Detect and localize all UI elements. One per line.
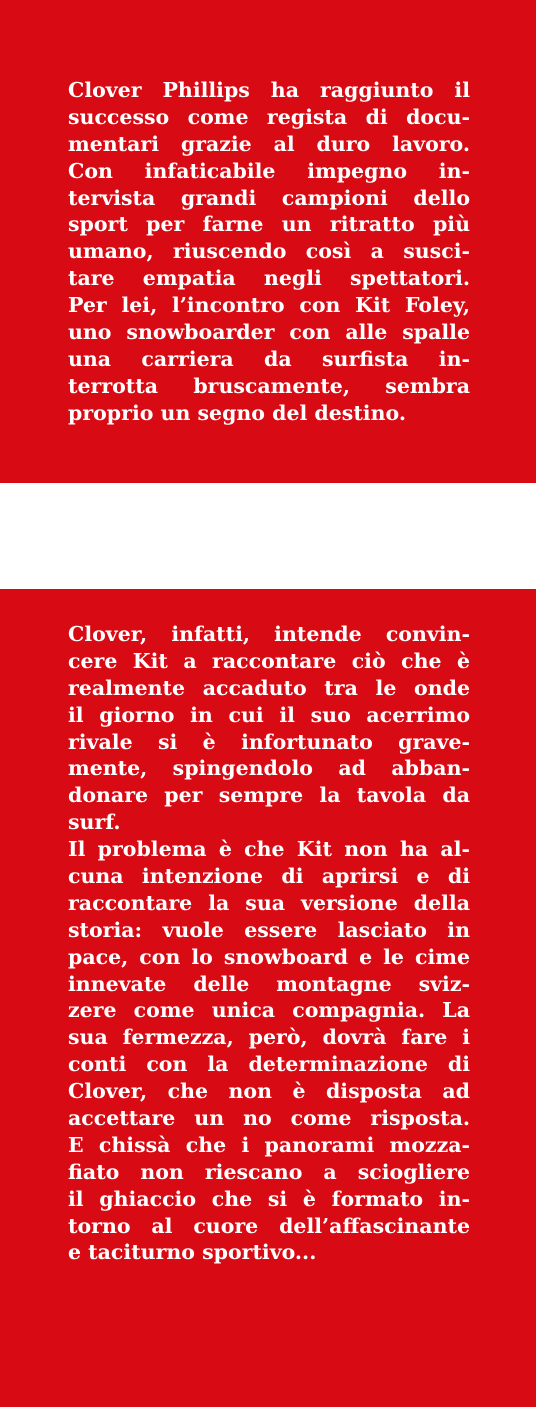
blurb-top-line: mentari grazie al duro lavoro.: [68, 131, 470, 156]
blurb-bottom-line: Il problema è che Kit non ha al-: [68, 837, 470, 862]
blurb-bottom-line: raccontare la sua versione della: [68, 890, 470, 915]
bottom-red-panel: [0, 589, 536, 1407]
blurb-bottom-line: cuna intenzione di aprirsi e di: [68, 864, 470, 889]
blurb-top-line: umano, riuscendo così a susci-: [68, 239, 470, 264]
blurb-bottom-line: sua fermezza, però, dovrà fare i: [68, 1025, 470, 1050]
blurb-top-line: sport per farne un ritratto più: [68, 212, 470, 237]
white-separator: [0, 483, 536, 589]
blurb-bottom-text: [68, 621, 470, 1266]
blurb-bottom-line: Clover, infatti, intende convin-: [68, 622, 470, 646]
blurb-top-line: successo come regista di docu-: [68, 104, 470, 129]
blurb-bottom-line: innevate delle montagne sviz-: [68, 971, 470, 996]
blurb-bottom-line: e taciturno sportivo...: [68, 1240, 317, 1265]
blurb-bottom-line: realmente accaduto tra le onde: [68, 675, 470, 700]
blurb-bottom-line: torno al cuore dell’affascinante: [68, 1213, 470, 1238]
blurb-bottom-line: storia: vuole essere lasciato in: [68, 917, 470, 942]
blurb-bottom-line: surf.: [68, 810, 121, 835]
blurb-bottom-line: rivale si è infortunato grave-: [68, 729, 470, 754]
blurb-top-line: Per lei, l’incontro con Kit Foley,: [68, 293, 470, 318]
blurb-bottom-line: accettare un no come risposta.: [68, 1106, 470, 1131]
blurb-bottom-line: mente, spingendolo ad abban-: [68, 756, 470, 781]
blurb-bottom-line: conti con la determinazione di: [68, 1052, 470, 1077]
blurb-top-line: una carriera da surfista in-: [68, 346, 470, 371]
blurb-top-line: Con infaticabile impegno in-: [68, 158, 470, 183]
blurb-top-line: uno snowboarder con alle spalle: [68, 320, 470, 345]
blurb-bottom-line: zere come unica compagnia. La: [68, 998, 470, 1023]
blurb-bottom-line: E chissà che i panorami mozza-: [68, 1132, 470, 1157]
blurb-top-text: [68, 77, 470, 427]
blurb-bottom-line: Clover, che non è disposta ad: [68, 1079, 470, 1104]
blurb-bottom-line: il giorno in cui il suo acerrimo: [68, 702, 470, 727]
blurb-top-line: tervista grandi campioni dello: [68, 185, 470, 210]
blurb-bottom-line: il ghiaccio che si è formato in-: [68, 1186, 470, 1211]
blurb-top-line: tare empatia negli spettatori.: [68, 266, 470, 291]
blurb-bottom-line: fiato non riescano a sciogliere: [68, 1159, 470, 1184]
blurb-bottom-line: donare per sempre la tavola da: [68, 783, 470, 808]
blurb-top-line: proprio un segno del destino.: [68, 400, 406, 425]
blurb-bottom-line: cere Kit a raccontare ciò che è: [68, 648, 470, 673]
blurb-top-line: Clover Phillips ha raggiunto il: [68, 78, 470, 102]
top-red-panel: [0, 0, 536, 483]
blurb-top-line: terrotta bruscamente, sembra: [68, 373, 470, 398]
blurb-bottom-line: pace, con lo snowboard e le cime: [68, 944, 470, 969]
